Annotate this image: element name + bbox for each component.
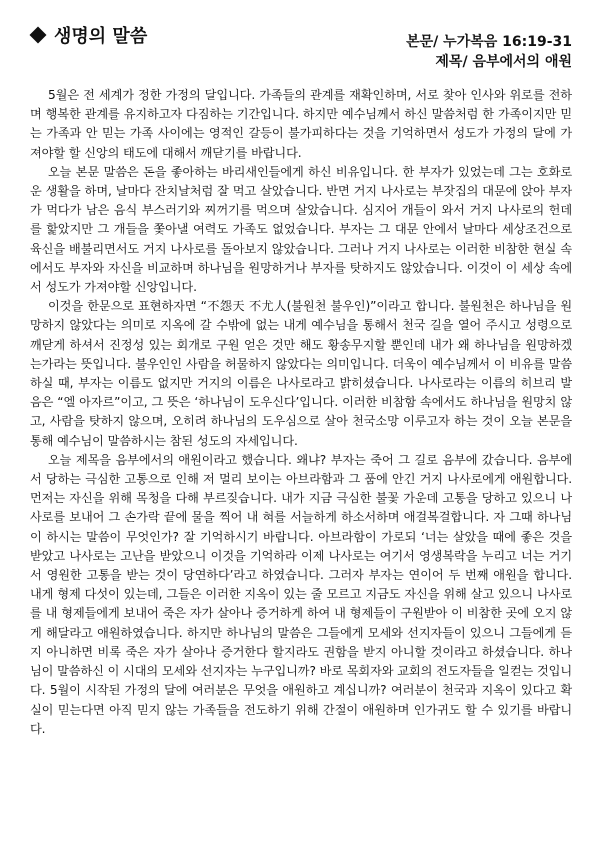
sermon-title: 음부에서의 애원	[472, 54, 572, 70]
scripture-line: 본문/ 누가복음 16:19-31	[406, 34, 572, 50]
section-title	[30, 22, 147, 48]
header	[30, 22, 572, 86]
title-label: 제목	[435, 54, 463, 70]
sermon-body	[30, 86, 572, 739]
paragraph: 5월은 전 세계가 정한 가정의 달입니다. 가족들의 관계를 재확인하며, 서로 찾아 인사와 위로를 전하며 행복한 관계를 유지하고자 다짐하는 기간입니다. 하지만 예수님께서 하신 말씀처럼 한 가족이지만 믿는 가족과 안 믿는 가족 사이에는 영적인 갈등이 불가피하다는 것을 기억하면서 성도가 가정의 달에 가져야할 할 신앙의 태도에 대해서 깨닫기를 바랍니다.	[30, 88, 572, 160]
section-title-text: 생명의 말씀	[54, 26, 148, 47]
diamond-bullet-icon	[30, 27, 47, 44]
sermon-reference	[406, 32, 572, 72]
paragraph: 오늘 제목을 음부에서의 애원이라고 했습니다. 왜냐? 부자는 죽어 그 길로 음부에 갔습니다. 음부에서 당하는 극심한 고통으로 인해 저 멀리 보이는 아브라함과 그 품에 안긴 거지 나사로에게 애원합니다. 먼저는 자신을 위해 목청을 다해 부르짖습니다. 내가 지금 극심한 불꽃 가운데 고통을 당하고 있으니 나사로를 보내어 그 손가락 끝에 물을 찍어 내 혀를 서늘하게 하소서하며 애걸복걸합니다. 자 그때 하나님이 하시는 말씀이 무엇인가? 잘 기억하시기 바랍니다. 아브라함이 가로되 ‘너는 살았을 때에 좋은 것을 받았고 나사로는 고난을 받았으니 이것을 기억하라 이제 나사로는 여기서 영생복락을 누리고 너는 거기서 영원한 고통을 받는 것이 당연하다’라고 하였습니다. 그러자 부자는 연이어 두 번째 애원을 합니다. 내게 형제 다섯이 있는데, 그들은 이러한 지옥이 있는 줄 모르고 지금도 자신을 위해 살고 있으니 나사로를 내 형제들에게 보내어 죽은 자가 살아나 증거하게 하여 내 형제들이 구원받아 이 비참한 곳에 오지 않게 해달라고 애원하였습니다. 하지만 하나님의 말씀은 그들에게 모세와 선지자들이 있으니 그들에게 듣지 아니하면 비록 죽은 자가 살아나 증거한다 할지라도 권함을 받지 아니할 것이라고 하셨습니다. 하나님이 말씀하신 이 시대의 모세와 선지자는 누구입니까? 바로 목회자와 교회의 전도자들을 일컫는 것입니다. 5월이 시작된 가정의 달에 여러분은 무엇을 애원하고 계십니까? 여러분이 천국과 지옥이 있다고 확실이 믿는다면 아직 믿지 않는 가족들을 전도하기 위해 간절이 애원하며 인가귀도 할 수 있기를 바랍니다.	[30, 452, 572, 736]
paragraph: 이것을 한문으로 표현하자면 “不怨天 不尤人(불원천 불우인)”이라고 합니다. 불원천은 하나님을 원망하지 않았다는 의미로 지옥에 갈 수밖에 없는 내게 예수님을 통해서 천국 길을 열어 주시고 성령으로 깨닫게 하셔서 진정성 있는 회개로 구원 얻은 것만 해도 황송무지할 뿐인데 내가 왜 하나님을 원망하겠는가라는 뜻입니다. 불우인인 사람을 허물하지 않았다는 의미입니다. 더욱이 예수님께서 이 비유를 말씀하실 때, 부자는 이름도 없지만 거지의 이름은 나사로라고 밝히셨습니다. 나사로라는 이름의 히브리 발음은 “엘 아자르”이고, 그 뜻은 ‘하나님이 도우신다’입니다. 이러한 비참함 속에서도 하나님을 원망치 않고, 사람을 탓하지 않으며, 오히려 하나님의 도우심으로 살아 천국소망 이루고자 하는 것이 오늘 본문을 통해 예수님이 말씀하시는 참된 성도의 자세입니다.	[30, 299, 572, 448]
paragraph: 오늘 본문 말씀은 돈을 좋아하는 바리새인들에게 하신 비유입니다. 한 부자가 있었는데 그는 호화로운 생활을 하며, 날마다 잔치날처럼 잘 먹고 살았습니다. 반면 거지 나사로는 부잣집의 대문에 앉아 부자가 먹다가 남은 음식 부스러기와 찌꺼기를 먹으며 살았습니다. 심지어 개들이 와서 거지 나사로의 헌데를 핥았지만 그 개들을 쫓아낼 여력도 가족도 없었습니다. 부자는 그 대문 안에서 날마다 세상조건으로 육신을 배불리면서도 거지 나사로를 돌아보지 않았습니다. 그러나 거지 나사로는 이러한 비참한 현실 속에서도 부자와 자신을 비교하며 하나님을 원망하거나 부자를 탓하지도 않았습니다. 이것이 이 세상 속에서 성도가 가져야할 신앙입니다.	[30, 164, 572, 295]
title-line: 제목/ 음부에서의 애원	[435, 54, 572, 70]
scripture-ref: 누가복음 16:19-31	[443, 34, 572, 50]
scripture-label: 본문	[406, 34, 434, 50]
